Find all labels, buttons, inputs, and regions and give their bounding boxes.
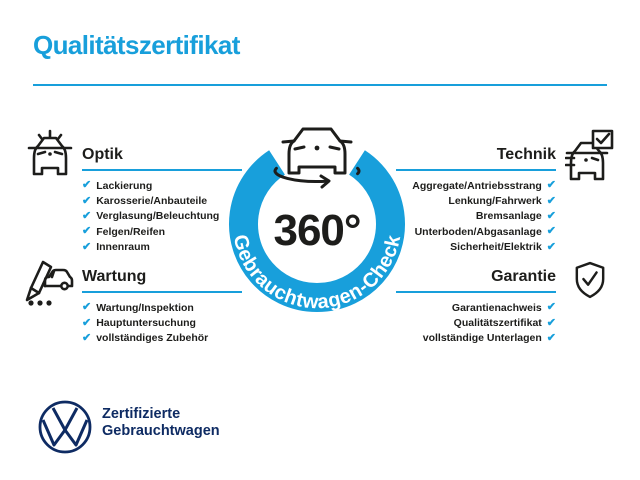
checklist-item — [82, 331, 260, 346]
check-icon: ✔ — [82, 194, 92, 207]
badge-ring-label: Gebrauchtwagen-Check — [228, 232, 406, 314]
checklist-label: Aggregate/Antriebsstrang — [412, 179, 542, 192]
section-heading: Wartung — [82, 268, 147, 285]
page-title: Qualitätszertifikat — [33, 30, 240, 60]
check-icon: ✔ — [546, 301, 556, 314]
check-icon: ✔ — [82, 209, 92, 222]
checklist-label: Verglasung/Beleuchtung — [96, 210, 220, 223]
checklist-label: Innenraum — [96, 241, 150, 254]
360-check-badge — [217, 124, 417, 329]
checklist-label: Lackierung — [96, 179, 153, 192]
check-icon: ✔ — [546, 331, 556, 344]
check-icon: ✔ — [82, 240, 92, 253]
check-icon: ✔ — [546, 179, 556, 192]
title-divider — [33, 84, 607, 86]
brand-line2: Gebrauchtwagen — [102, 423, 220, 439]
checklist-label: Felgen/Reifen — [96, 225, 166, 238]
check-icon: ✔ — [546, 316, 556, 329]
checklist-label: Hauptuntersuchung — [96, 317, 196, 330]
car-shine-icon — [27, 127, 73, 177]
checklist-label: vollständiges Zubehör — [96, 332, 209, 345]
checklist-label: Qualitätszertifikat — [453, 317, 542, 330]
check-icon: ✔ — [82, 331, 92, 344]
section-heading: Garantie — [491, 268, 556, 285]
shield-check-icon — [574, 261, 606, 299]
vw-logo — [37, 399, 93, 455]
check-icon: ✔ — [82, 316, 92, 329]
car-front-rotate-icon — [275, 129, 359, 187]
section-heading: Optik — [82, 146, 123, 163]
car-checkbox-icon — [565, 129, 615, 181]
section-divider — [396, 291, 556, 293]
check-icon: ✔ — [546, 225, 556, 238]
section-heading: Technik — [496, 146, 556, 163]
check-icon: ✔ — [546, 240, 556, 253]
checklist-label: Wartung/Inspektion — [96, 301, 194, 314]
check-icon: ✔ — [546, 194, 556, 207]
pencil-car-checklist-icon — [22, 255, 74, 307]
check-icon: ✔ — [82, 225, 92, 238]
section-divider — [396, 169, 556, 171]
checklist-label: vollständige Unterlagen — [422, 332, 542, 345]
checklist-item — [378, 331, 556, 346]
checklist-label: Garantienachweis — [451, 301, 542, 314]
checklist-label: Sicherheit/Elektrik — [450, 241, 542, 254]
checklist-label: Bremsanlage — [475, 210, 542, 223]
checklist-label: Unterboden/Abgasanlage — [414, 225, 542, 238]
check-icon: ✔ — [82, 301, 92, 314]
brand-wordmark — [102, 406, 220, 440]
check-icon: ✔ — [546, 209, 556, 222]
brand-line1: Zertifizierte — [102, 406, 181, 422]
checklist-label: Karosserie/Anbauteile — [96, 195, 208, 208]
check-icon: ✔ — [82, 179, 92, 192]
badge-center-label: 360° — [273, 206, 361, 255]
checklist-label: Lenkung/Fahrwerk — [448, 195, 542, 208]
